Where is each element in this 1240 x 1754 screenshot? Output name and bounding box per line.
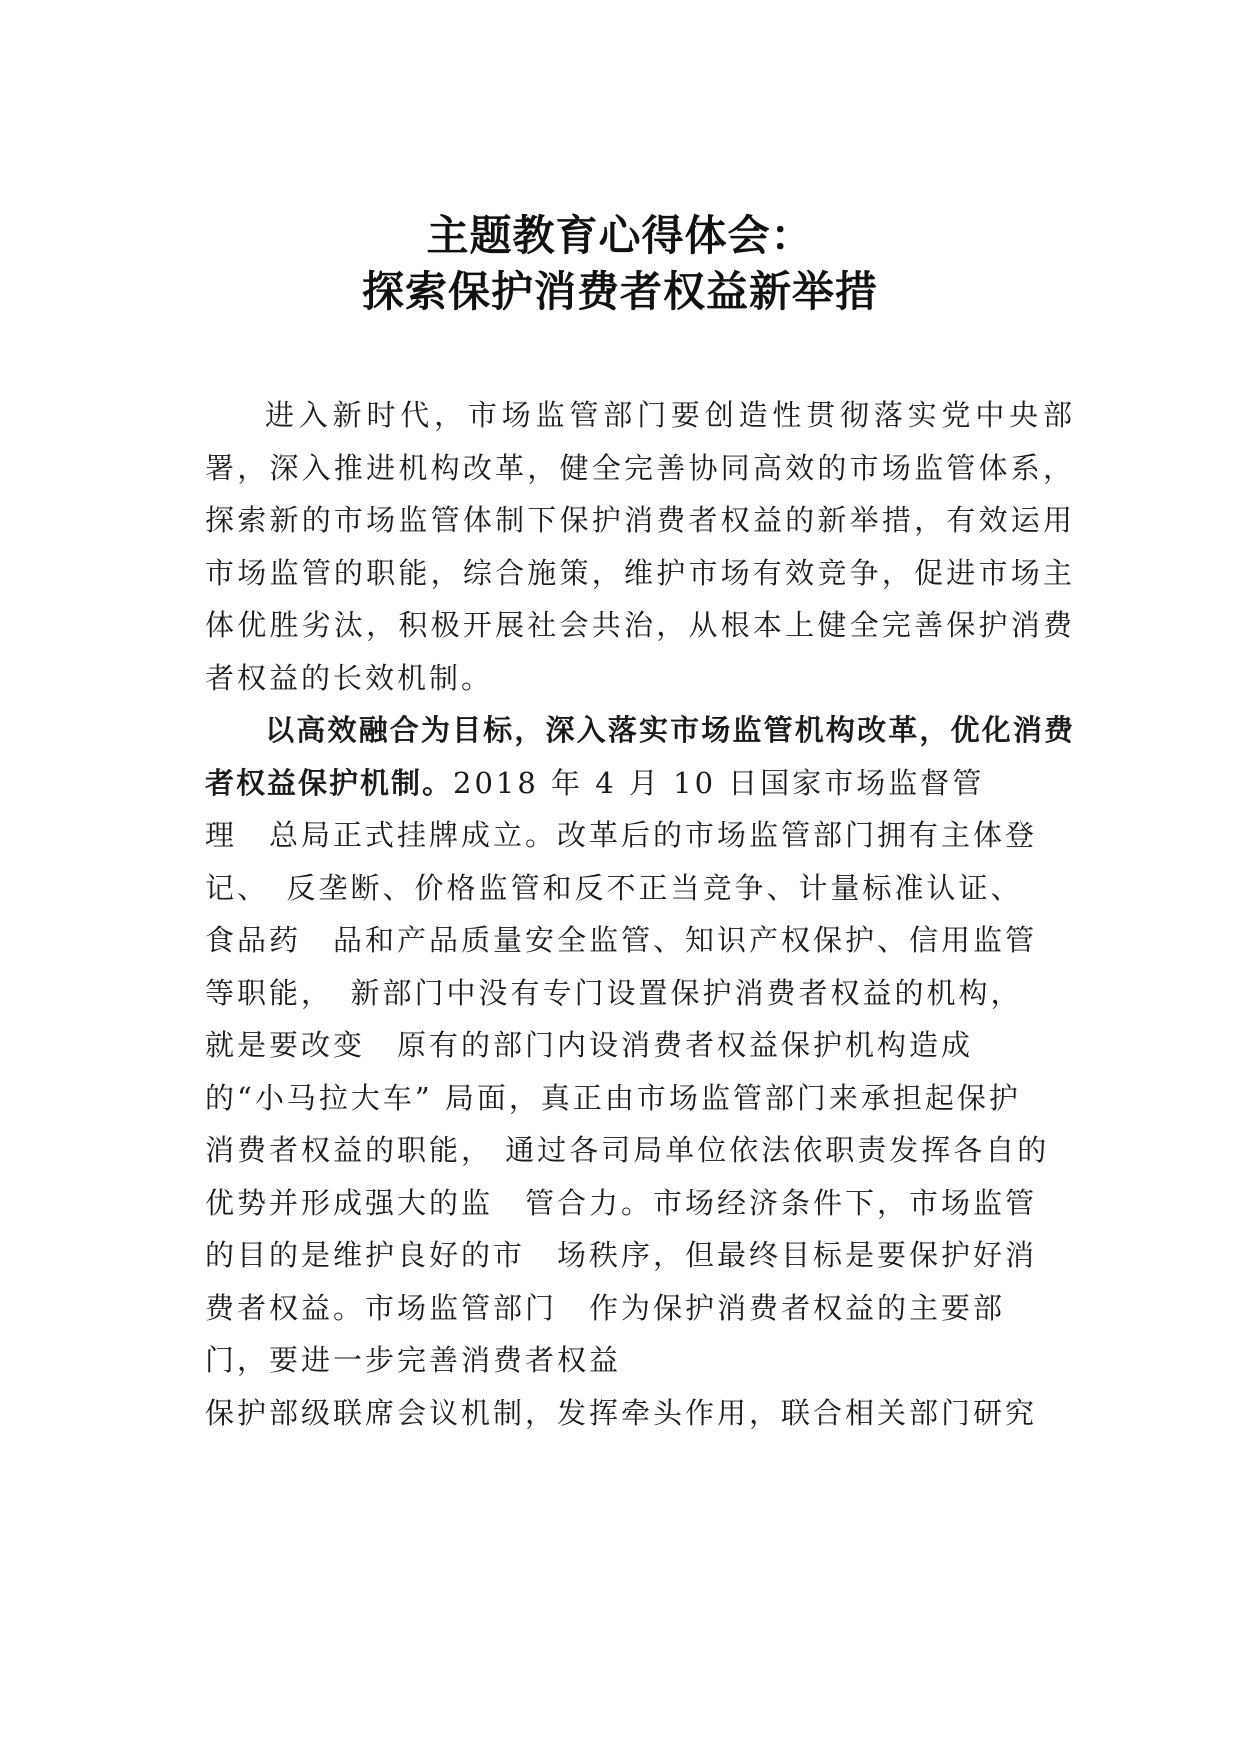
paragraph-2-lead: 以高效融合为目标，深入落实市场监管机构改革，优化消费者权益保护机制。 (205, 713, 1075, 800)
paragraph-1: 进入新时代，市场监管部门要创造性贯彻落实党中央部署，深入推进机构改革，健全完善协同高效的市场监管体系，探索新的市场监管体制下保护消费者权益的新举措，有效运用市场监管的职能，综合施策，维护市场有效竞争，促进市场主体优胜劣汰，积极开展社会共治，从根本上健全完善保护消费者权益的长效机制。 (205, 398, 1075, 695)
paragraph-2-line-1: 理 总局正式挂牌成立。改革后的市场监管部门拥有主体登 (205, 818, 1038, 852)
paragraph-2-line-10: 费者权益。市场监管部门 作为保护消费者权益的主要部 (205, 1290, 1006, 1325)
paragraph-2-line-6: 的“小马拉大车” 局面，真正由市场监管部门来承担起保护 (205, 1080, 1021, 1115)
paragraph-2-line-0: 2018 年 4 月 10 日国家市场监督管 (453, 765, 985, 800)
paragraph-2-line-8: 优势并形成强大的监 管合力。市场经济条件下，市场监管 (205, 1185, 1038, 1220)
title-line-1: 主题教育心得体会： (426, 211, 814, 260)
paragraph-2-line-2: 记、 反垄断、价格监管和反不正当竞争、计量标准认证、 (205, 870, 1023, 905)
paragraph-2-line-9: 的目的是维护良好的市 场秩序，但最终目标是要保护好消 (205, 1238, 1038, 1272)
paragraph-2 (205, 704, 1075, 1439)
paragraph-2-line-7: 消费者权益的职能， 通过各司局单位依法依职责发挥各自的 (205, 1133, 1050, 1167)
document-title (0, 208, 1240, 320)
paragraph-2-line-4: 等职能， 新部门中没有专门设置保护消费者权益的机构， (205, 975, 1023, 1010)
paragraph-2-line-11: 门，要进一步完善消费者权益 (205, 1343, 622, 1377)
paragraph-2-line-3: 食品药 品和产品质量安全监管、知识产权保护、信用监管 (205, 923, 1038, 957)
paragraph-2-line-5: 就是要改变 原有的部门内设消费者权益保护机构造成 (205, 1028, 974, 1062)
title-line-2: 探索保护消费者权益新举措 (361, 267, 878, 316)
paragraph-2-line-12: 保护部级联席会议机制，发挥牵头作用，联合相关部门研究 (205, 1395, 1038, 1430)
document-body (205, 389, 1075, 1439)
